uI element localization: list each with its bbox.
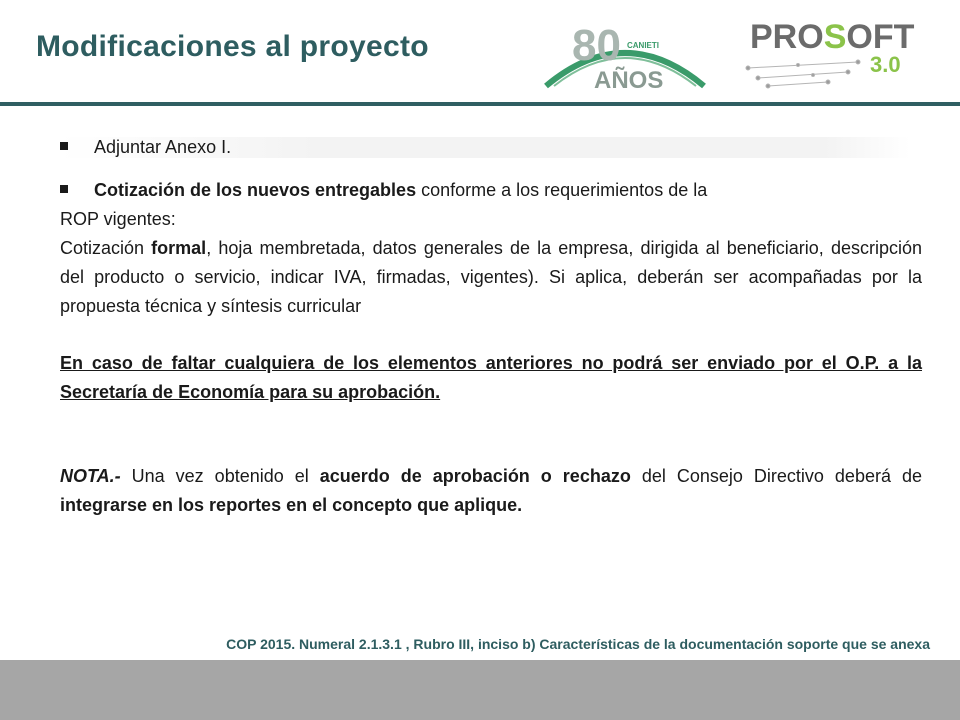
circuit-lines-graphic [746, 60, 860, 88]
bullet-text: Adjuntar Anexo I. [94, 137, 232, 157]
logo-80-number: 80 [572, 21, 621, 70]
bullet-rest-text: conforme a los requerimientos de la [416, 180, 708, 200]
canieti-80-anos-logo [540, 12, 710, 96]
logo-80-text: AÑOS [594, 67, 664, 94]
nota-paragraph [60, 462, 922, 520]
prosoft-pro-text: PRO [750, 18, 824, 56]
prosoft-version-text: 3.0 [870, 52, 901, 77]
logo-80-tag: CANIETI [627, 41, 659, 50]
bullet-item-anexo [60, 137, 910, 158]
nota-bold-2: integrarse en los reportes en el concepto que aplique. [60, 495, 523, 515]
title-divider [0, 102, 960, 106]
nota-label: NOTA.- [60, 466, 121, 486]
bullet-bold-text: Cotización de los nuevos entregables [94, 180, 417, 200]
cotizacion-post: , hoja membretada, datos generales de la empresa, dirigida al beneficiario, descripción del producto o servicio, indicar IVA, firmadas, vigentes). Si aplica, deberán ser acompañadas por la propuesta técnica y síntesis curricular [60, 238, 922, 316]
nota-text-2: del Consejo Directivo deberá de [630, 466, 922, 486]
bullet-item-cotizacion [60, 180, 707, 201]
svg-text:PROSOFT [750, 18, 915, 56]
footer-reference: COP 2015. Numeral 2.1.3.1 , Rubro III, inciso b) Características de la documentación soporte que se anexa [226, 636, 930, 652]
square-bullet-icon [60, 185, 68, 193]
square-bullet-icon [60, 142, 68, 150]
page-title: Modificaciones al proyecto [36, 30, 429, 63]
cotizacion-pre: Cotización [60, 238, 152, 258]
nota-bold-1: acuerdo de aprobación o rechazo [319, 466, 631, 486]
cotizacion-paragraph [60, 234, 922, 321]
bullet-text [94, 180, 707, 201]
prosoft-s-text: S [823, 18, 847, 56]
prosoft-logo [738, 10, 938, 96]
warning-paragraph: En caso de faltar cualquiera de los elementos anteriores no podrá ser enviado por el O.P. a la Secretaría de Economía para su aprobación. [60, 353, 922, 402]
bottom-bar [0, 660, 960, 720]
prosoft-oft-text: OFT [846, 18, 915, 56]
rop-line: ROP vigentes: [60, 209, 176, 229]
nota-text-1: Una vez obtenido el [120, 466, 320, 486]
cotizacion-bold: formal [151, 238, 207, 258]
